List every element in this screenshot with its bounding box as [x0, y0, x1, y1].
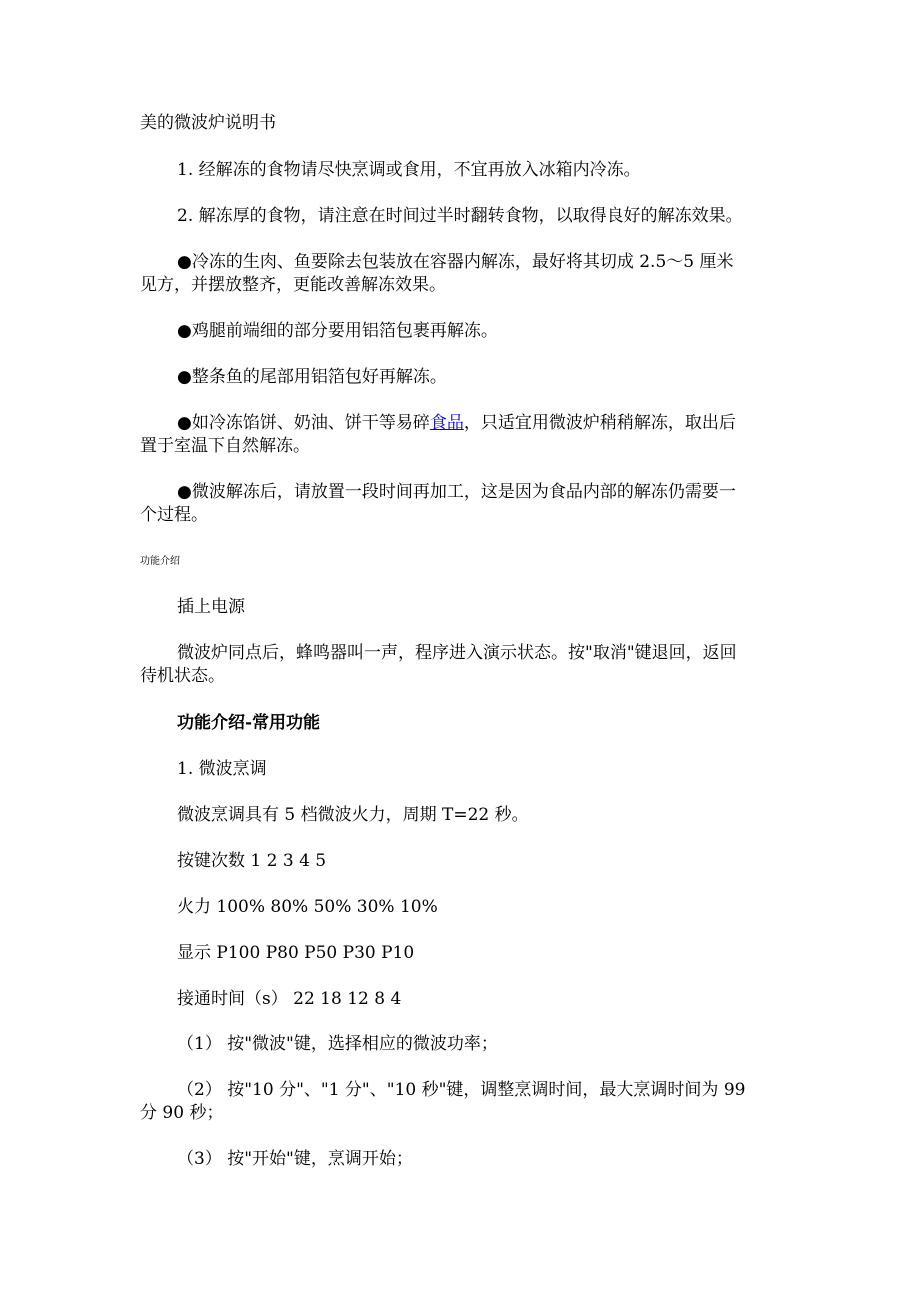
microwave-cooking-title: 1. 微波烹调: [177, 759, 267, 779]
table-row-key-presses: 按键次数 1 2 3 4 5: [177, 851, 327, 871]
table-row-power: 火力 100% 80% 50% 30% 10%: [177, 897, 438, 917]
food-link[interactable]: 食品: [429, 413, 464, 433]
note-item-1: 1. 经解冻的食物请尽快烹调或食用，不宜再放入冰箱内冷冻。: [177, 160, 641, 180]
common-functions-heading: 功能介绍-常用功能: [177, 713, 321, 733]
step-2-line-2: 分 90 秒；: [140, 1103, 224, 1123]
microwave-cooking-description: 微波烹调具有 5 档微波火力，周期 T=22 秒。: [177, 805, 529, 825]
step-3: （3） 按"开始"键，烹调开始；: [177, 1149, 413, 1169]
table-row-display: 显示 P100 P80 P50 P30 P10: [177, 943, 415, 963]
power-on-description-line-2: 待机状态。: [140, 666, 225, 686]
note-bullet-5-line-1: ●微波解冻后，请放置一段时间再加工，这是因为食品内部的解冻仍需要一: [177, 482, 736, 502]
note-bullet-4-text-before: ●如冷冻馅饼、奶油、饼干等易碎: [177, 413, 430, 433]
table-row-on-time: 接通时间（s） 22 18 12 8 4: [177, 989, 402, 1009]
note-bullet-4-text-after: ，只适宜用微波炉稍稍解冻，取出后: [463, 413, 736, 433]
step-1: （1） 按"微波"键，选择相应的微波功率；: [177, 1034, 498, 1054]
note-bullet-1-line-1: ●冷冻的生肉、鱼要除去包装放在容器内解冻，最好将其切成 2.5～5 厘米: [177, 252, 734, 272]
note-bullet-3: ●整条鱼的尾部用铝箔包好再解冻。: [177, 367, 447, 387]
note-bullet-1-line-2: 见方，并摆放整齐，更能改善解冻效果。: [140, 275, 446, 295]
note-bullet-5-line-2: 个过程。: [140, 505, 208, 525]
section-small-heading: 功能介绍: [140, 556, 180, 567]
plug-in-power-text: 插上电源: [177, 597, 245, 617]
note-bullet-4-line-2: 置于室温下自然解冻。: [140, 436, 310, 456]
note-item-2: 2. 解冻厚的食物，请注意在时间过半时翻转食物，以取得良好的解冻效果。: [177, 206, 743, 226]
step-2-line-1: （2） 按"10 分"、"1 分"、"10 秒"键，调整烹调时间，最大烹调时间为 99: [177, 1080, 746, 1100]
note-bullet-2: ●鸡腿前端细的部分要用铝箔包裹再解冻。: [177, 321, 498, 341]
power-on-description-line-1: 微波炉同点后，蜂鸣器叫一声，程序进入演示状态。按"取消"键退回，返回: [177, 643, 737, 663]
document-title: 美的微波炉说明书: [140, 113, 276, 133]
